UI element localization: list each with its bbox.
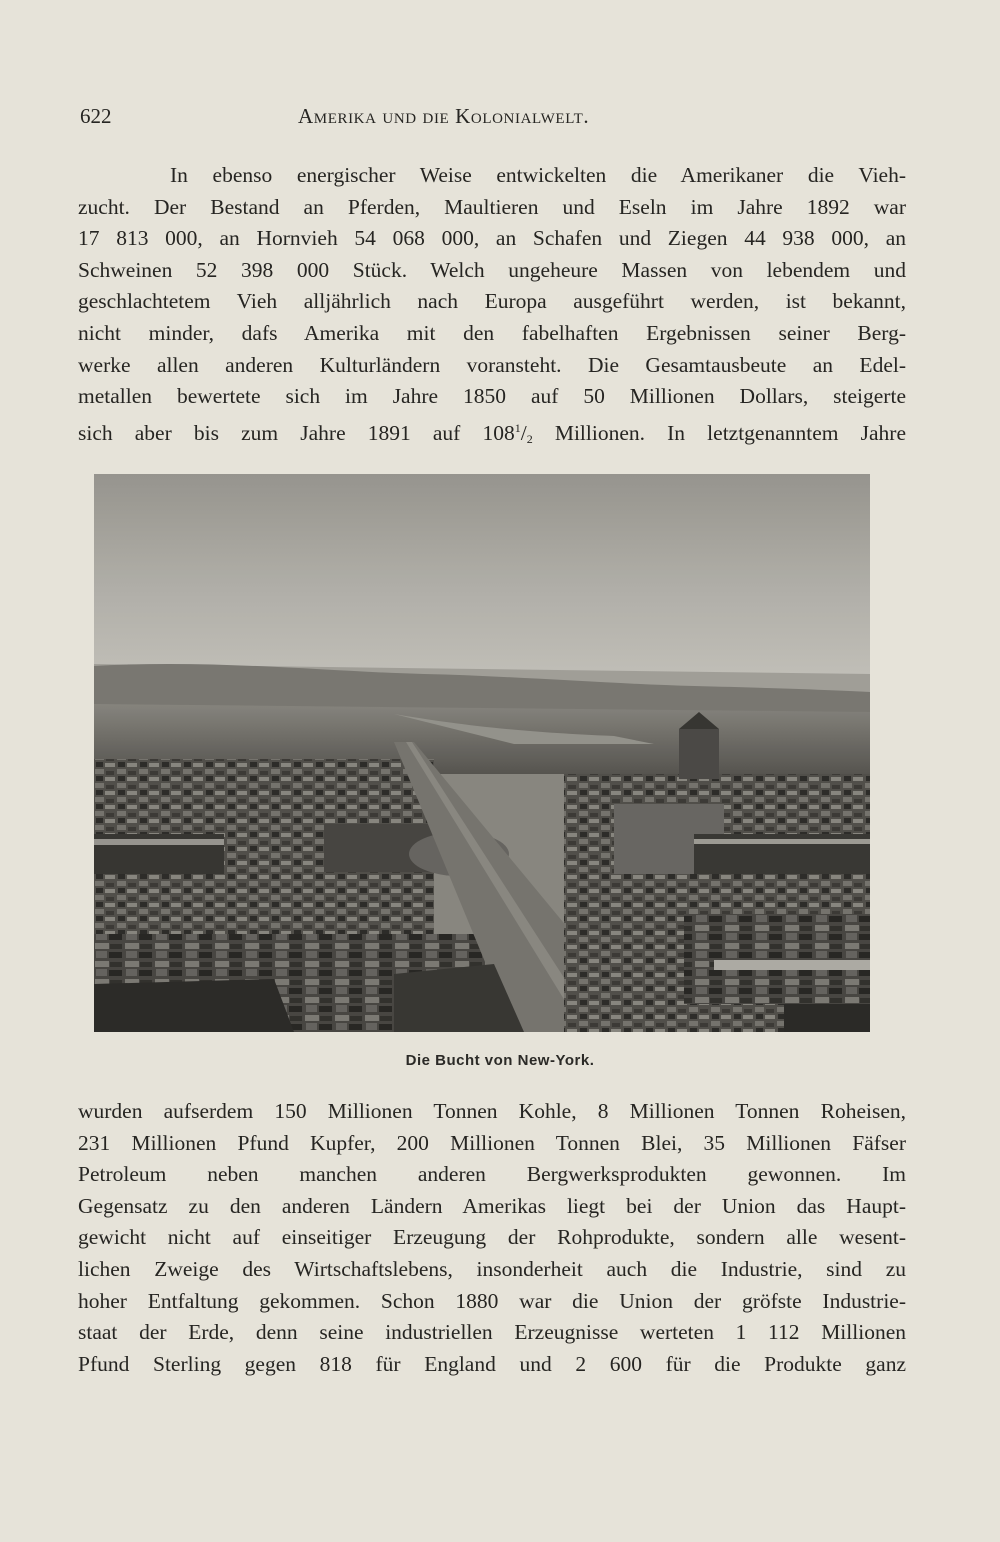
figure-caption: Die Bucht von New-York. — [405, 1052, 595, 1069]
fraction-numerator: 1 — [514, 420, 521, 435]
text-line: nicht minder, dafs Amerika mit den fabelhaften Ergebnissen seiner Berg- — [78, 320, 906, 345]
harbor-photograph — [94, 474, 870, 1032]
text-line: 231 Millionen Pfund Kupfer, 200 Millionen Tonnen Blei, 35 Millionen Fäfser — [78, 1130, 906, 1155]
fraction-slash: / — [520, 420, 527, 445]
page-number: 622 — [80, 104, 112, 128]
text-line: lichen Zweige des Wirtschaftslebens, insonderheit auch die Industrie, sind zu — [78, 1256, 906, 1281]
text-line: metallen bewertete sich im Jahre 1850 auf 50 Millionen Dollars, steigerte — [78, 384, 906, 409]
running-title: Amerika und die Kolonialwelt. — [298, 104, 590, 128]
photograph-illustration — [94, 474, 870, 1032]
text-line: staat der Erde, denn seine industriellen Erzeugnisse werteten 1 112 Millionen — [78, 1320, 906, 1345]
text-line: 17 813 000, an Hornvieh 54 068 000, an Schafen und Ziegen 44 938 000, an — [78, 226, 906, 251]
text-line: werke allen anderen Kulturländern voransteht. Die Gesamtausbeute an Edel- — [78, 352, 906, 377]
text-line: zucht. Der Bestand an Pferden, Maultieren und Eseln im Jahre 1892 war — [78, 194, 906, 219]
fraction-denominator: 2 — [526, 431, 533, 446]
text-line — [78, 413, 906, 456]
page-header — [80, 104, 920, 134]
text-line: geschlachtetem Vieh alljährlich nach Europa ausgeführt werden, ist bekannt, — [78, 289, 906, 314]
text-line-end: Millionen. In letztgenanntem Jahre — [532, 420, 906, 445]
text-line: wurden aufserdem 150 Millionen Tonnen Kohle, 8 Millionen Tonnen Roheisen, — [78, 1099, 906, 1123]
text-line-start: sich aber bis zum Jahre 1891 auf 108 — [78, 420, 515, 445]
text-line: hoher Entfaltung gekommen. Schon 1880 war die Union der gröfste Industrie- — [78, 1288, 906, 1313]
text-line: Pfund Sterling gegen 818 für England und 2 600 für die Produkte ganz — [78, 1351, 906, 1376]
paragraph-2 — [78, 1096, 906, 1380]
text-line: gewicht nicht auf einseitiger Erzeugung der Rohprodukte, sondern alle wesent- — [78, 1225, 906, 1250]
text-line: Petroleum neben manchen anderen Bergwerksprodukten gewonnen. Im — [78, 1162, 906, 1187]
text-line: Schweinen 52 398 000 Stück. Welch ungeheure Massen von lebendem und — [78, 257, 906, 282]
paragraph-1 — [78, 160, 906, 455]
text-line: In ebenso energischer Weise entwickelten die Amerikaner die Vieh- — [170, 163, 906, 187]
text-line: Gegensatz zu den anderen Ländern Amerikas liegt bei der Union das Haupt- — [78, 1193, 906, 1218]
